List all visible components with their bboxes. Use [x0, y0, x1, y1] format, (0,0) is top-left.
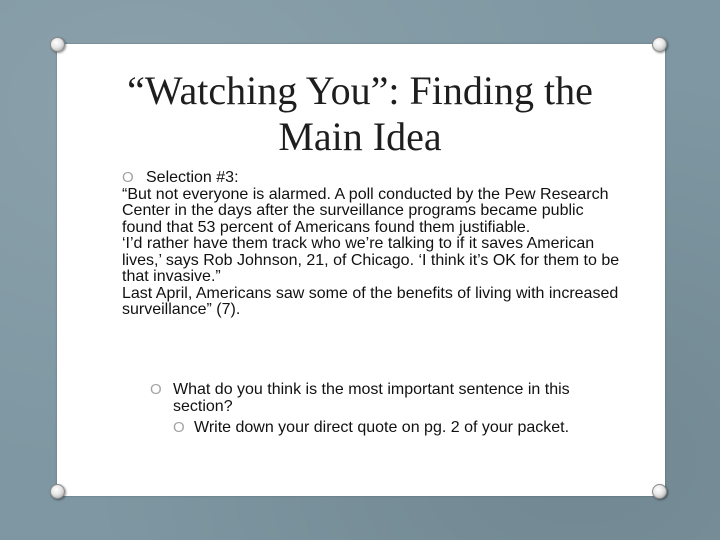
- question-block: [150, 382, 600, 437]
- instruction-text: Write down your direct quote on pg. 2 of your packet.: [194, 419, 570, 436]
- quote-paragraph-2: ‘I’d rather have them track who we’re talking to if it saves American lives,’ says Rob Johnson, 21, of Chicago. ‘I think it’s OK for them to be that invasive.”: [122, 235, 620, 285]
- bullet-icon: O: [173, 419, 185, 436]
- quote-paragraph-1: “But not everyone is alarmed. A poll conducted by the Pew Research Center in the days after the surveillance programs became public found that 53 percent of Americans found them justifiable.: [122, 185, 609, 236]
- selection-bullet: [122, 170, 622, 187]
- question-text: What do you think is the most important sentence in this section?: [173, 381, 570, 415]
- selection-content: [122, 170, 622, 319]
- instruction-bullet: [150, 420, 600, 437]
- quote-paragraph-3: Last April, Americans saw some of the benefits of living with increased surveillance” (7).: [122, 284, 619, 318]
- bullet-icon: O: [150, 381, 162, 398]
- bullet-icon: O: [122, 169, 134, 186]
- pushpin-icon: [652, 484, 667, 499]
- pushpin-icon: [50, 484, 65, 499]
- pushpin-icon: [652, 37, 667, 52]
- title-line-2: Main Idea: [278, 114, 442, 159]
- title-line-1: “Watching You”: Finding the: [127, 68, 593, 113]
- selection-label: Selection #3:: [146, 169, 239, 186]
- pushpin-icon: [50, 37, 65, 52]
- question-bullet: [150, 382, 600, 415]
- slide-title: [60, 68, 660, 160]
